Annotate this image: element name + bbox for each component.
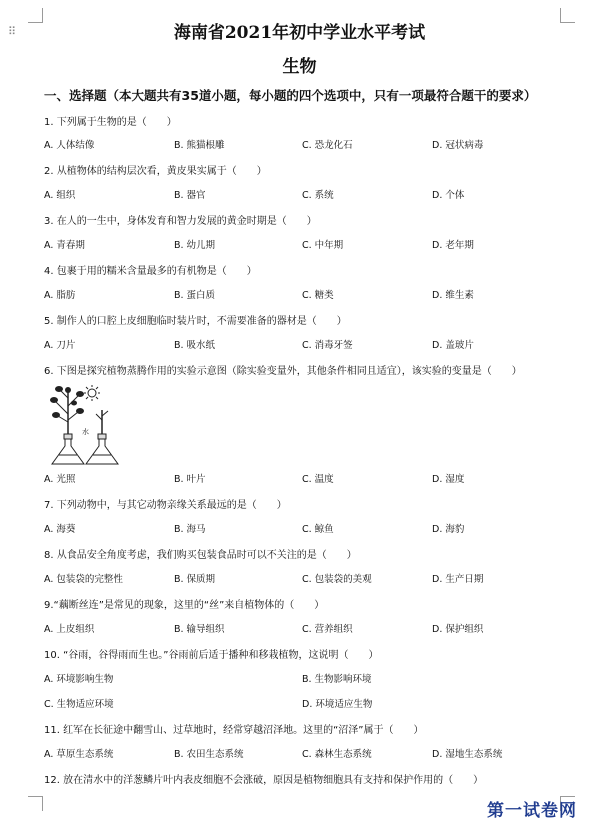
question-stem: 12. 放在清水中的洋葱鳞片叶内表皮细胞不会涨破，原因是植物细胞具有支持和保护作用的（ ） (44, 775, 484, 786)
question-stem: 6. 下图是探究植物蒸腾作用的实验示意图（除实验变量外，其他条件相同且适宜），该实验的变量是（ ） (44, 366, 522, 377)
option-c: C. 恐龙化石 (302, 140, 353, 151)
option-d: D. 海豹 (432, 524, 465, 535)
option-b: B. 蛋白质 (174, 290, 216, 301)
option-a: A. 组织 (44, 190, 76, 201)
transpiration-experiment-figure (44, 384, 136, 468)
question-stem: 8. 从食品安全角度考虑，我们购买包装食品时可以不关注的是（ ） (44, 550, 357, 561)
option-a: A. 刀片 (44, 340, 76, 351)
option-c: C. 森林生态系统 (302, 749, 372, 760)
left-flask (52, 439, 84, 464)
option-d: D. 维生素 (432, 290, 474, 301)
option-d: D. 环境适应生物 (302, 699, 373, 710)
option-c: C. 生物适应环境 (44, 699, 114, 710)
option-a: A. 包装袋的完整性 (44, 574, 123, 585)
option-a: A. 光照 (44, 474, 76, 485)
option-b: B. 生物影响环境 (302, 674, 372, 685)
option-a: A. 青春期 (44, 240, 85, 251)
option-b: B. 海马 (174, 524, 206, 535)
section-heading: 一、选择题（本大题共有35道小题，每小题的四个选项中，只有一项最符合题干的要求） (44, 88, 537, 103)
option-b: B. 器官 (174, 190, 206, 201)
option-b: B. 农田生态系统 (174, 749, 244, 760)
right-flask (86, 439, 118, 464)
option-b: B. 保质期 (174, 574, 216, 585)
option-c: C. 中年期 (302, 240, 344, 251)
question-stem: 4. 包裹于用的糯米含量最多的有机物是（ ） (44, 266, 257, 277)
question-stem: 1. 下列属于生物的是（ ） (44, 117, 177, 128)
sun-rays-icon (84, 385, 100, 401)
site-watermark: 第一试卷网 (487, 801, 577, 821)
option-d: D. 冠状病毒 (432, 140, 484, 151)
option-d: D. 盖玻片 (432, 340, 474, 351)
question-stem: 7. 下列动物中，与其它动物亲缘关系最远的是（ ） (44, 500, 287, 511)
option-c: C. 包装袋的美观 (302, 574, 372, 585)
margin-corner-bottom-left (28, 796, 43, 811)
option-d: D. 湿度 (432, 474, 465, 485)
water-label: 水 (82, 428, 89, 436)
option-a: A. 人体结像 (44, 140, 95, 151)
option-a: A. 海葵 (44, 524, 76, 535)
option-c: C. 糖类 (302, 290, 334, 301)
question-stem: 3. 在人的一生中，身体发育和智力发展的黄金时期是（ ） (44, 216, 317, 227)
sun-icon (88, 389, 96, 397)
option-d: D. 老年期 (432, 240, 474, 251)
option-b: B. 吸水纸 (174, 340, 216, 351)
option-a: A. 上皮组织 (44, 624, 95, 635)
option-b: B. 输导组织 (174, 624, 225, 635)
drag-handle-icon[interactable]: ⠿ (8, 25, 16, 38)
option-b: B. 叶片 (174, 474, 206, 485)
option-a: A. 环境影响生物 (44, 674, 114, 685)
option-d: D. 个体 (432, 190, 465, 201)
option-b: B. 熊猫根雕 (174, 140, 225, 151)
question-stem: 2. 从植物体的结构层次看，黄皮果实属于（ ） (44, 166, 267, 177)
option-c: C. 消毒牙签 (302, 340, 353, 351)
subject-title: 生物 (282, 57, 317, 77)
question-stem: 11. 红军在长征途中翻雪山、过草地时，经常穿越沼泽地。这里的“沼泽”属于（ ） (44, 725, 424, 736)
option-c: C. 系统 (302, 190, 334, 201)
option-c: C. 温度 (302, 474, 334, 485)
option-c: C. 营养组织 (302, 624, 353, 635)
option-c: C. 鲸鱼 (302, 524, 334, 535)
question-stem: 9.“藕断丝连”是常见的现象，这里的“丝”来自植物体的（ ） (44, 600, 325, 611)
page-title: 海南省2021年初中学业水平考试 (173, 23, 426, 43)
question-stem: 10. “谷雨，谷得雨而生也。”谷雨前后适于播种和移栽植物，这说明（ ） (44, 650, 379, 661)
question-stem: 5. 制作人的口腔上皮细胞临时装片时，不需要准备的器材是（ ） (44, 316, 347, 327)
option-b: B. 幼儿期 (174, 240, 216, 251)
option-d: D. 湿地生态系统 (432, 749, 503, 760)
option-a: A. 草原生态系统 (44, 749, 114, 760)
option-d: D. 生产日期 (432, 574, 484, 585)
option-a: A. 脂肪 (44, 290, 76, 301)
option-d: D. 保护组织 (432, 624, 484, 635)
